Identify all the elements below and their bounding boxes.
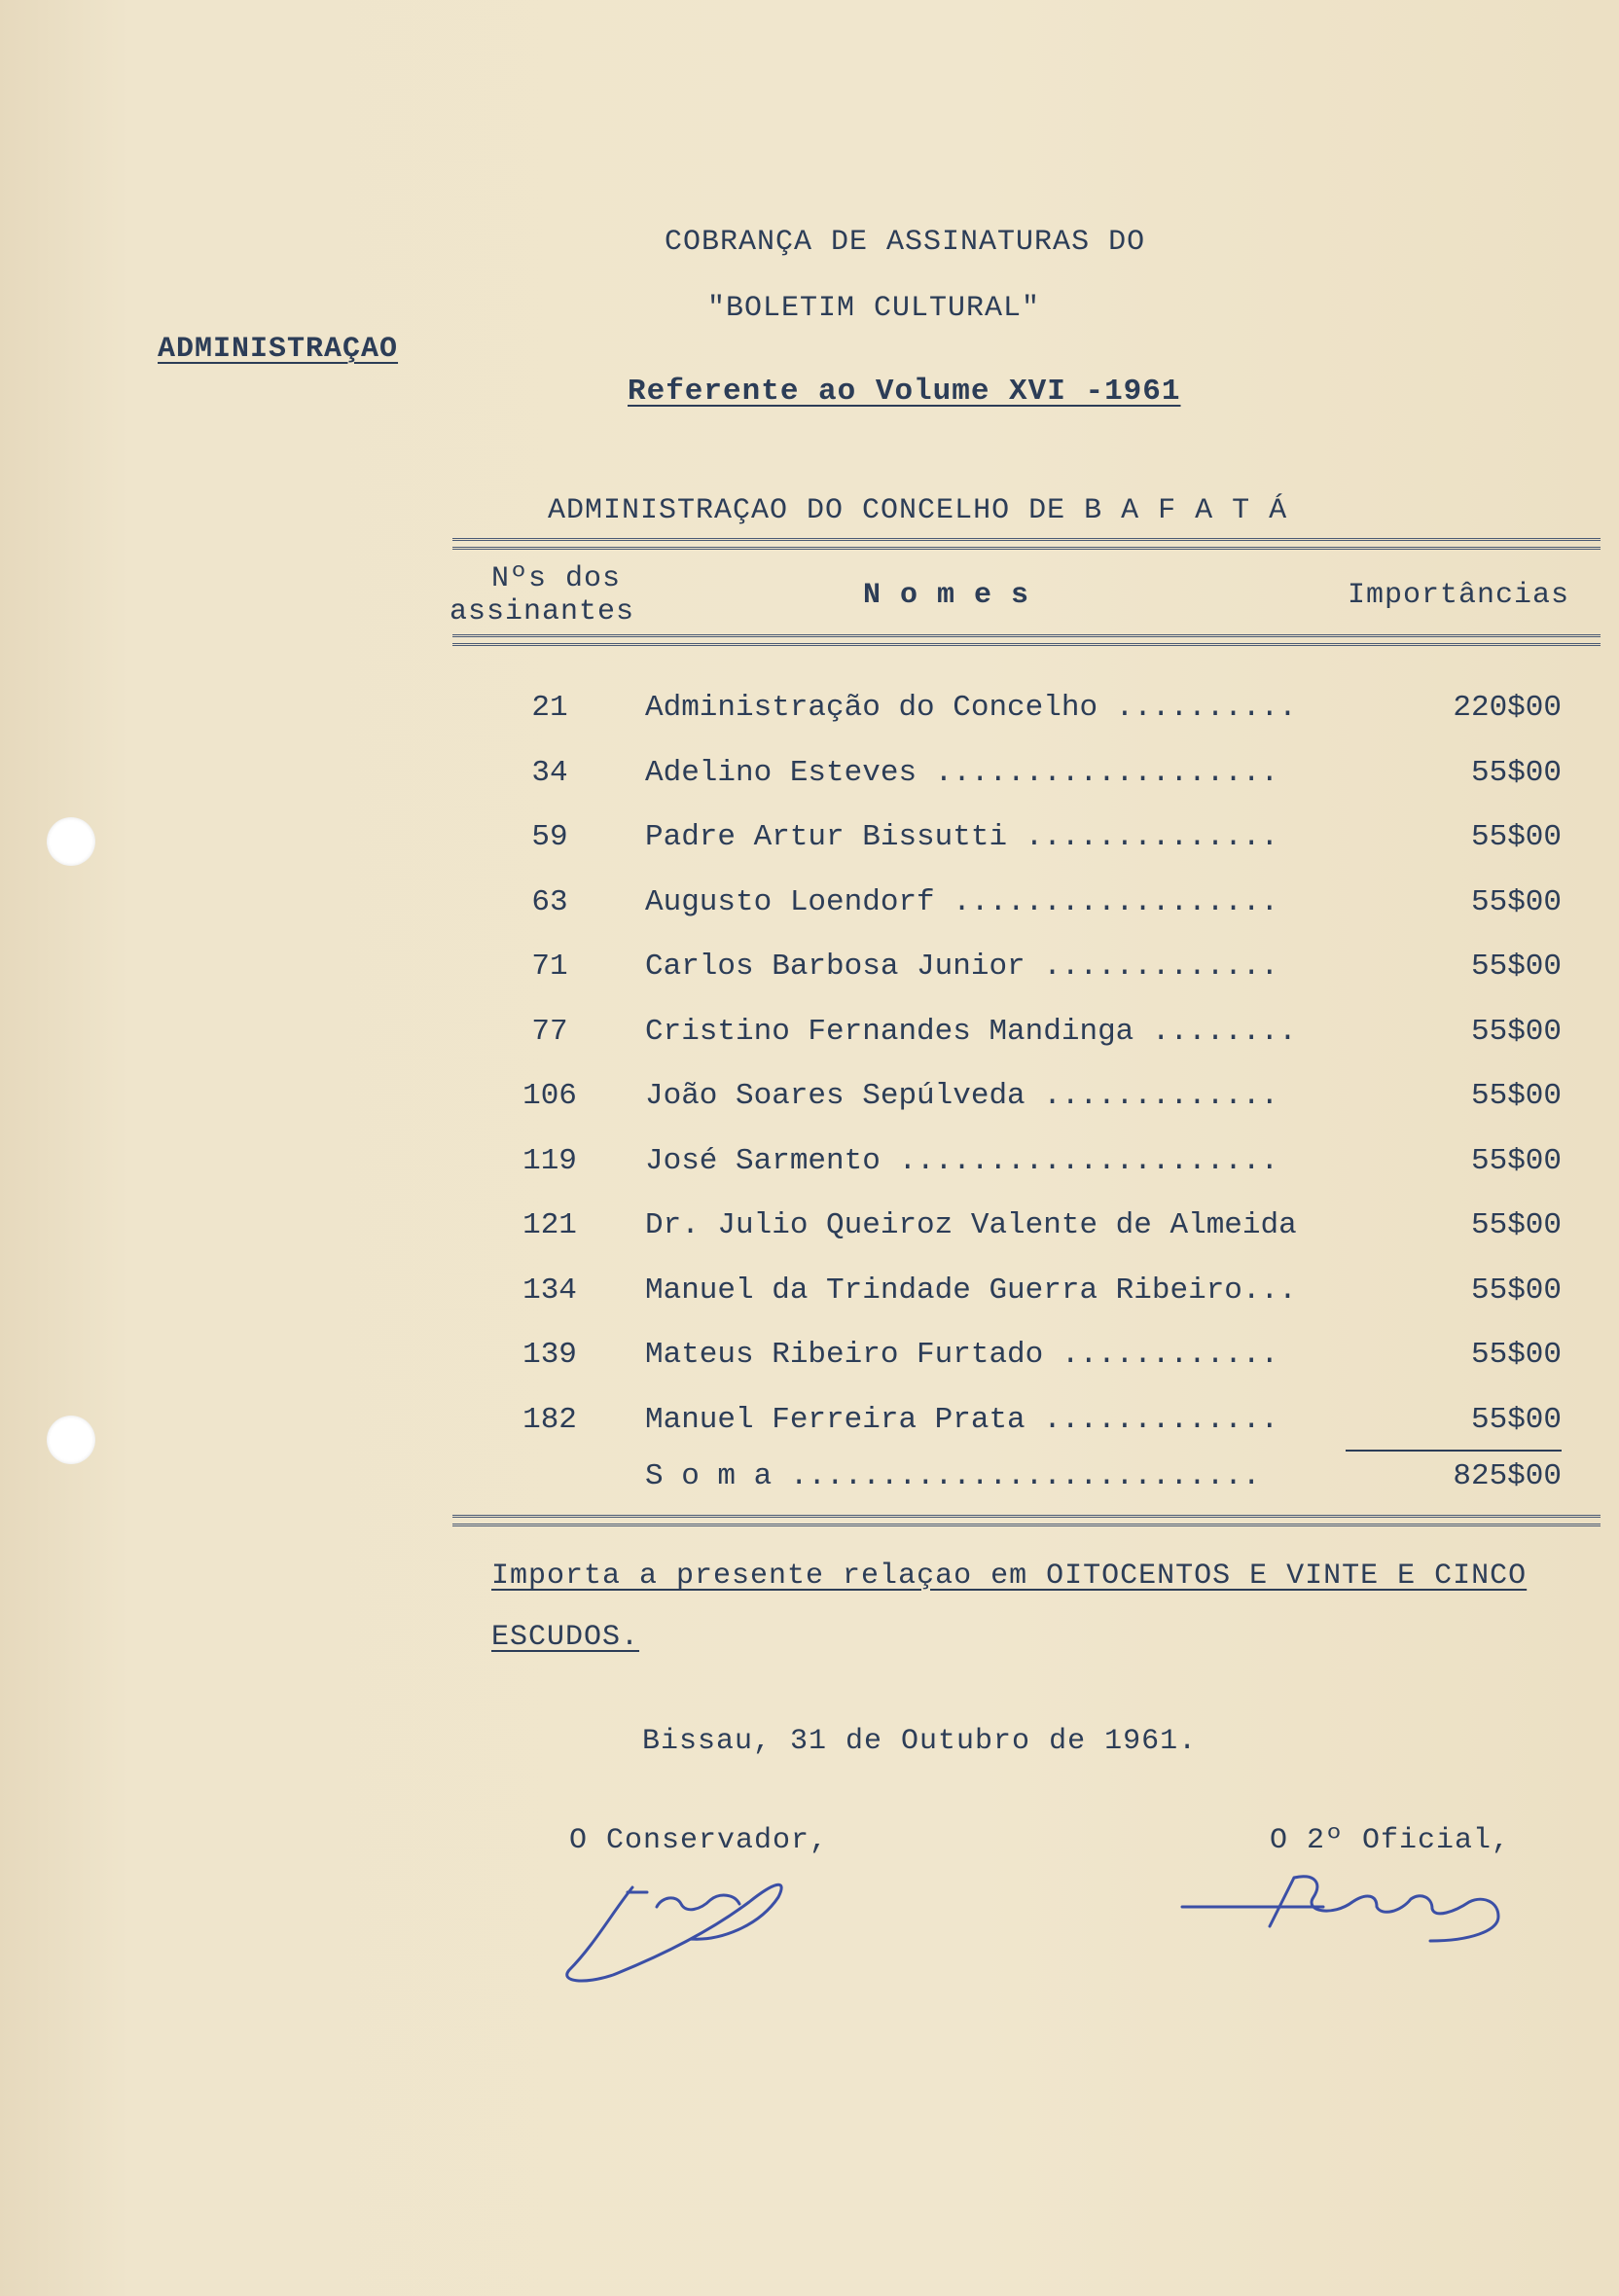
table-row xyxy=(452,1274,1581,1316)
subscriber-number: 59 xyxy=(531,820,568,854)
rule-header xyxy=(452,634,1601,646)
punch-hole-upper xyxy=(47,817,95,866)
subscriber-name: Manuel Ferreira Prata ............. xyxy=(645,1403,1279,1437)
table-row xyxy=(452,820,1581,863)
subscriber-amount: 55$00 xyxy=(1470,1403,1562,1437)
subscriber-name: Administração do Concelho .......... xyxy=(645,691,1297,725)
total-label: S o m a .......................... xyxy=(645,1459,1261,1493)
table-row xyxy=(452,885,1581,928)
column-header-names: N o m e s xyxy=(863,579,1030,612)
subscriber-amount: 55$00 xyxy=(1470,820,1562,854)
subscriber-amount: 55$00 xyxy=(1470,1208,1562,1242)
subscriber-name: Manuel da Trindade Guerra Ribeiro... xyxy=(645,1274,1297,1308)
heading-line-1: COBRANÇA DE ASSINATURAS DO xyxy=(665,226,1146,259)
table-row xyxy=(452,1403,1581,1446)
subscriber-number: 21 xyxy=(531,691,568,725)
column-header-number-1: Nºs dos xyxy=(491,562,622,595)
subscriber-amount: 55$00 xyxy=(1470,1144,1562,1178)
table-row xyxy=(452,1338,1581,1381)
column-header-amount: Importâncias xyxy=(1348,579,1570,612)
table-row xyxy=(452,756,1581,799)
table-row xyxy=(452,950,1581,992)
subscriber-number: 134 xyxy=(522,1274,577,1308)
signature-title-right: O 2º Oficial, xyxy=(1270,1824,1511,1857)
subscriber-number: 34 xyxy=(531,756,568,790)
signature-oficial xyxy=(1177,1848,1528,1955)
statement-line-1: Importa a presente relaçao em OITOCENTOS E VINTE E CINCO xyxy=(491,1560,1528,1593)
subscriber-name: João Soares Sepúlveda ............. xyxy=(645,1079,1279,1113)
table-row xyxy=(452,1015,1581,1058)
side-label-administracao: ADMINISTRAÇAO xyxy=(158,333,399,366)
administration-title: ADMINISTRAÇAO DO CONCELHO DE B A F A T Á xyxy=(548,494,1288,527)
statement-line-2: ESCUDOS. xyxy=(491,1621,640,1654)
subscriber-number: 182 xyxy=(522,1403,577,1437)
subscriber-name: Mateus Ribeiro Furtado ............ xyxy=(645,1338,1279,1372)
subscriber-number: 139 xyxy=(522,1338,577,1372)
subscriber-name: Padre Artur Bissutti .............. xyxy=(645,820,1279,854)
table-row xyxy=(452,1144,1581,1187)
subscriber-amount: 55$00 xyxy=(1470,1274,1562,1308)
subscriber-number: 77 xyxy=(531,1015,568,1049)
signature-conservador xyxy=(555,1853,846,1999)
subscriber-name: Augusto Loendorf .................. xyxy=(645,885,1279,919)
subscriber-name: José Sarmento ..................... xyxy=(645,1144,1279,1178)
table-row xyxy=(452,1208,1581,1251)
punch-hole-lower xyxy=(47,1416,95,1464)
signature-title-left: O Conservador, xyxy=(569,1824,829,1857)
subscriber-name: Dr. Julio Queiroz Valente de Almeida xyxy=(645,1208,1297,1242)
rule-bottom xyxy=(452,1515,1601,1526)
subscriber-number: 119 xyxy=(522,1144,577,1178)
subscriber-amount: 220$00 xyxy=(1453,691,1562,725)
subscriber-amount: 55$00 xyxy=(1470,756,1562,790)
subscriber-number: 106 xyxy=(522,1079,577,1113)
place-date: Bissau, 31 de Outubro de 1961. xyxy=(642,1725,1198,1758)
subscriber-name: Adelino Esteves ................... xyxy=(645,756,1279,790)
total-row xyxy=(452,1459,1581,1502)
subscriber-name: Carlos Barbosa Junior ............. xyxy=(645,950,1279,984)
rule-top xyxy=(452,538,1601,550)
subscriber-number: 71 xyxy=(531,950,568,984)
table-row xyxy=(452,1079,1581,1122)
subscriber-amount: 55$00 xyxy=(1470,950,1562,984)
heading-line-2: "BOLETIM CULTURAL" xyxy=(707,292,1041,325)
subscriber-amount: 55$00 xyxy=(1470,1015,1562,1049)
subscriber-amount: 55$00 xyxy=(1470,1338,1562,1372)
reference-line: Referente ao Volume XVI -1961 xyxy=(628,375,1181,409)
subscriber-amount: 55$00 xyxy=(1470,885,1562,919)
subscriber-number: 121 xyxy=(522,1208,577,1242)
subscriber-number: 63 xyxy=(531,885,568,919)
total-amount: 825$00 xyxy=(1453,1459,1562,1493)
column-header-number-2: assinantes xyxy=(450,595,635,628)
subscriber-name: Cristino Fernandes Mandinga ........ xyxy=(645,1015,1297,1049)
total-underline xyxy=(1346,1450,1562,1452)
subscriber-amount: 55$00 xyxy=(1470,1079,1562,1113)
table-row xyxy=(452,691,1581,734)
